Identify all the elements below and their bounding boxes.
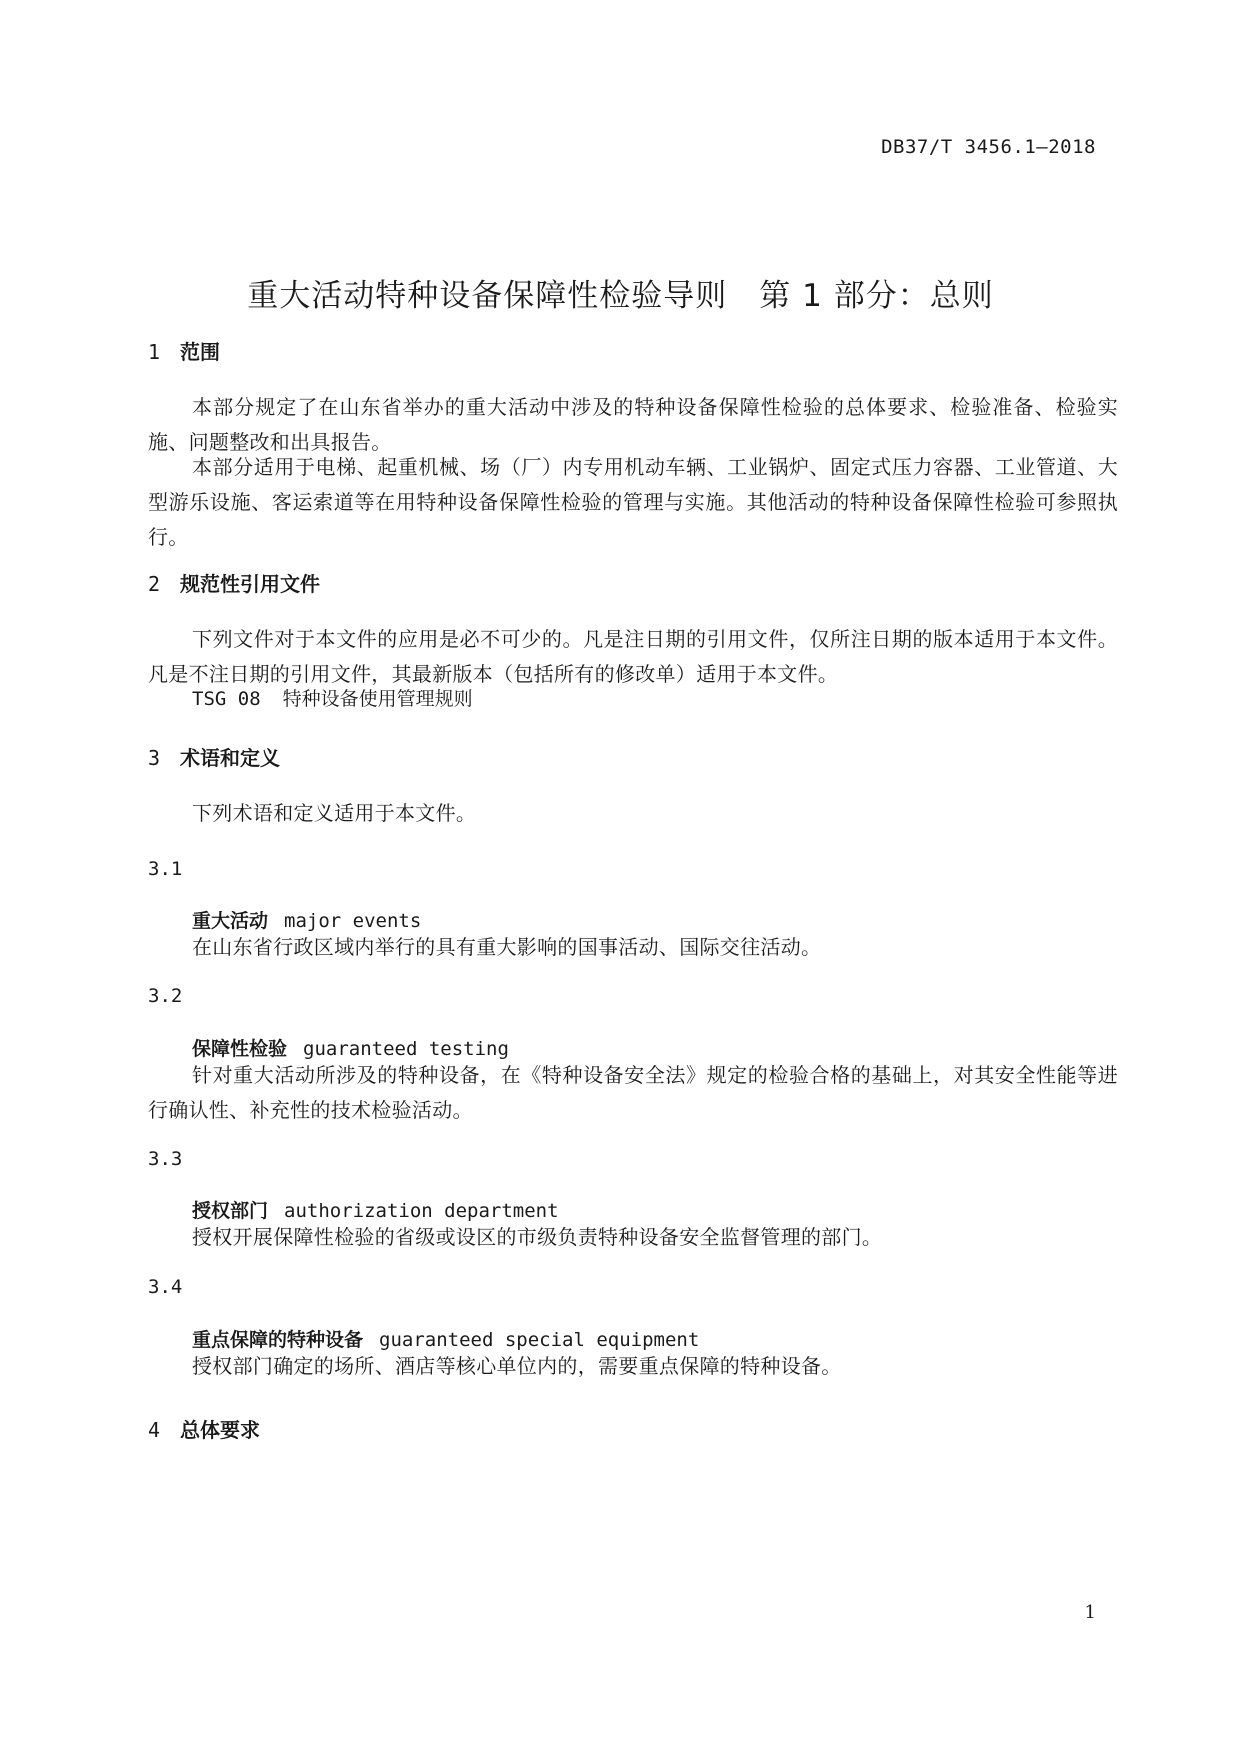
term-chinese: 保障性检验	[192, 1038, 288, 1060]
section-title: 总体要求	[180, 1418, 260, 1442]
term-number: 3.2	[148, 985, 183, 1007]
section-title: 术语和定义	[180, 746, 280, 770]
term-chinese: 授权部门	[192, 1200, 269, 1222]
normative-reference	[192, 684, 473, 711]
term	[192, 906, 421, 933]
term-chinese: 重大活动	[192, 910, 269, 932]
section-heading	[148, 1414, 260, 1443]
term-english: major events	[284, 910, 422, 932]
term-number: 3.3	[148, 1148, 183, 1170]
section-number: 3	[148, 746, 161, 770]
term-english: guaranteed special equipment	[379, 1329, 700, 1351]
paragraph: 下列文件对于本文件的应用是必不可少的。凡是注日期的引用文件，仅所注日期的版本适用于本文件。凡是不注日期的引用文件，其最新版本（包括所有的修改单）适用于本文件。	[148, 627, 1118, 686]
reference-code: TSG 08	[192, 688, 261, 710]
term-english: authorization department	[284, 1200, 559, 1222]
term-definition: 授权开展保障性检验的省级或设区的市级负责特种设备安全监督管理的部门。	[192, 1225, 883, 1249]
term-english: guaranteed testing	[303, 1038, 509, 1060]
term-definition: 针对重大活动所涉及的特种设备，在《特种设备安全法》规定的检验合格的基础上，对其安全性能等进行确认性、补充性的技术检验活动。	[148, 1063, 1118, 1122]
document-number: DB37/T 3456.1—2018	[881, 136, 1096, 158]
section-heading	[148, 568, 320, 597]
paragraph: 本部分规定了在山东省举办的重大活动中涉及的特种设备保障性检验的总体要求、检验准备、检验实施、问题整改和出具报告。	[148, 395, 1118, 454]
section-title: 范围	[180, 340, 220, 364]
section-number: 2	[148, 572, 161, 596]
paragraph: 下列术语和定义适用于本文件。	[192, 801, 477, 825]
section-number: 1	[148, 340, 161, 364]
term	[192, 1325, 699, 1352]
section-heading	[148, 742, 280, 771]
term	[192, 1034, 509, 1061]
page-number: 1	[1084, 1602, 1096, 1623]
term-chinese: 重点保障的特种设备	[192, 1329, 364, 1351]
section-heading	[148, 336, 220, 365]
reference-name: 特种设备使用管理规则	[282, 688, 473, 710]
term	[192, 1196, 559, 1223]
term-number: 3.1	[148, 858, 183, 880]
section-title: 规范性引用文件	[180, 572, 320, 596]
term-definition: 授权部门确定的场所、酒店等核心单位内的，需要重点保障的特种设备。	[192, 1354, 842, 1378]
paragraph: 本部分适用于电梯、起重机械、场（厂）内专用机动车辆、工业锅炉、固定式压力容器、工业管道、大型游乐设施、客运索道等在用特种设备保障性检验的管理与实施。其他活动的特种设备保障性检验可参照执行。	[148, 455, 1118, 549]
term-number: 3.4	[148, 1276, 183, 1298]
section-number: 4	[148, 1418, 161, 1442]
term-definition: 在山东省行政区域内举行的具有重大影响的国事活动、国际交往活动。	[192, 935, 822, 959]
document-title: 重大活动特种设备保障性检验导则 第 1 部分：总则	[247, 278, 994, 314]
